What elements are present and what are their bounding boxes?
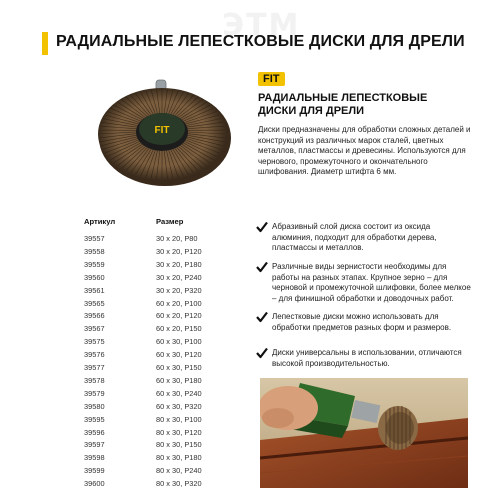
size-value: 60 x 30, P240 [156,388,202,398]
disc-label: FIT [154,125,170,136]
size-value: 60 x 30, P100 [156,337,202,347]
size-value: 80 x 30, P180 [156,453,202,463]
subtitle-line-1: РАДИАЛЬНЫЕ ЛЕПЕСТКОВЫЕ [258,92,428,104]
article-number: 39595 [84,414,105,424]
size-value: 80 x 30, P100 [156,414,202,424]
article-number: 39599 [84,466,105,476]
size-value: 30 x 20, P120 [156,246,202,256]
article-number: 39560 [84,272,105,282]
size-value: 80 x 30, P120 [156,427,202,437]
usage-photo [260,378,468,488]
feature-text: Диски универсальны в использовании, отличаются высокой производительностью. [272,348,462,368]
article-number: 39561 [84,285,105,295]
size-value: 80 x 30, P320 [156,479,202,489]
article-number: 39578 [84,375,105,385]
check-icon [256,221,268,233]
check-icon [256,311,268,323]
article-number: 39579 [84,388,105,398]
article-number: 39596 [84,427,105,437]
article-number: 39565 [84,298,105,308]
size-value: 30 x 20, P320 [156,285,202,295]
article-number: 39580 [84,401,105,411]
size-value: 60 x 30, P180 [156,375,202,385]
size-value: 60 x 30, P150 [156,363,202,372]
article-number: 39566 [84,311,105,321]
size-value: 60 x 20, P100 [156,298,202,308]
article-number: 39567 [84,324,105,334]
check-icon [256,261,268,273]
size-value: 60 x 20, P150 [156,324,202,334]
header-size: Размер [156,217,184,226]
watermark: ЭТМ [222,8,301,43]
size-value: 60 x 20, P120 [156,311,202,321]
product-disc-image [98,66,248,196]
feature-text: Различные виды зернистости необходимы для работы на разных этапах. Крупное зерно – для черновой и промежуточной шлифовки, более мелкое – для финишной обработки и доводочных работ. [272,262,471,303]
article-number: 39597 [84,440,105,450]
size-value: 80 x 30, P240 [156,466,202,476]
article-number: 39576 [84,350,105,360]
header-article: Артикул [84,217,116,226]
fit-logo [258,72,285,86]
feature-text: Абразивный слой диска состоит из оксида алюминия, подходит для обработки дерева, пластмассы и металлов. [272,222,437,252]
product-description: Диски предназначены для обработки сложных деталей и конструкций из различных марок сталей, цветных металлов, пластмассы и древесины. Используются для чернового, промежуточного и окончательного шлифования. Диаметр штифта 6 мм. [258,125,471,176]
size-value: 80 x 30, P150 [156,440,202,450]
title-accent-bar [42,32,48,55]
article-number: 39598 [84,453,105,463]
article-number: 39600 [84,479,105,489]
article-number: 39575 [84,337,105,347]
article-number: 39558 [84,246,105,256]
size-value: 60 x 30, P320 [156,401,202,411]
subtitle-line-2: ДИСКИ ДЛЯ ДРЕЛИ [258,105,365,117]
size-value: 30 x 20, P80 [156,234,198,243]
product-subtitle [258,92,458,118]
fit-logo-text: FIT [263,73,280,85]
size-value: 60 x 30, P120 [156,350,202,360]
size-value: 30 x 20, P240 [156,272,202,282]
feature-text: Лепестковые диски можно использовать для обработки предметов разных форм и размеров. [272,312,452,332]
page-title: РАДИАЛЬНЫЕ ЛЕПЕСТКОВЫЕ ДИСКИ ДЛЯ ДРЕЛИ [56,33,465,50]
article-number: 39557 [84,234,105,243]
size-value: 30 x 20, P180 [156,259,202,269]
article-number: 39577 [84,363,105,372]
article-number: 39559 [84,259,105,269]
check-icon [256,347,268,359]
